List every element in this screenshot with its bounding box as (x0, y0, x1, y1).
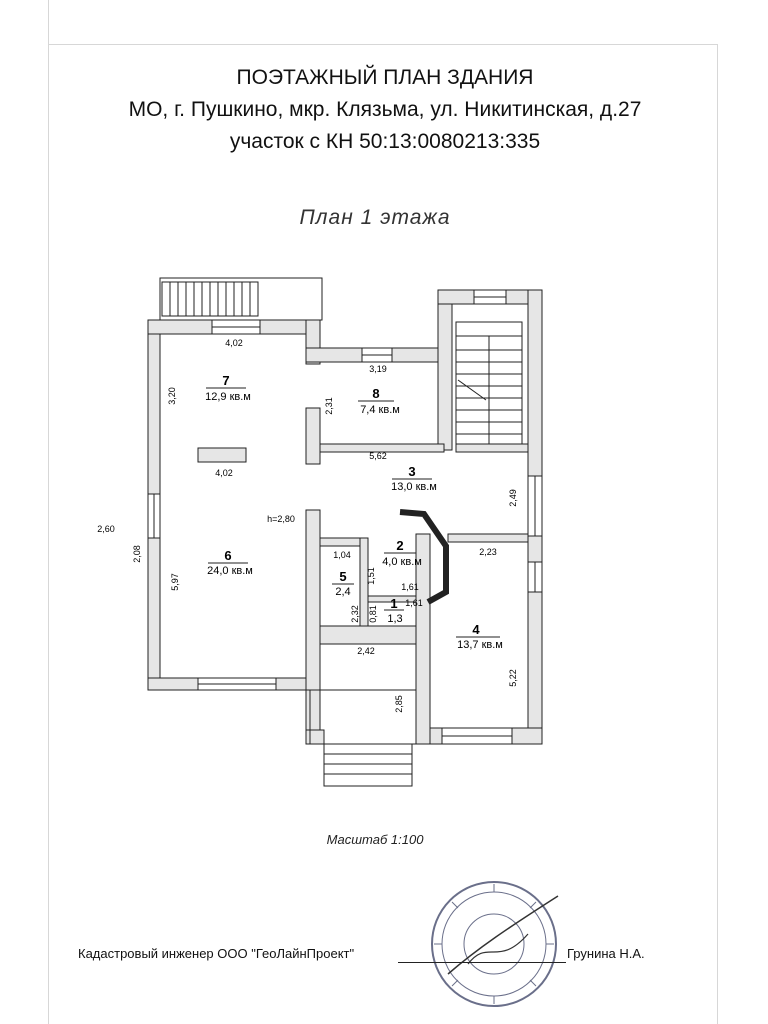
wall-porch-corner (306, 730, 324, 744)
dim-562: 5,62 (369, 451, 387, 461)
room-6-number: 6 (224, 548, 232, 563)
room-5-area: 2,4 (335, 586, 351, 598)
dim-151: 1,51 (366, 567, 376, 585)
wall-interior-6-5 (306, 510, 320, 690)
document-title: ПОЭТАЖНЫЙ ПЛАН ЗДАНИЯ (236, 66, 534, 89)
exterior-walls (148, 290, 542, 744)
dim-081: 0,81 (368, 605, 378, 623)
dim-522: 5,22 (508, 669, 518, 687)
wall-interior-stair-3 (456, 444, 528, 452)
room-3-area: 13,0 кв.м (391, 481, 437, 493)
room-1-area: 1,3 (387, 613, 403, 625)
room-5-number: 5 (339, 569, 347, 584)
wall-stair-left (438, 290, 452, 450)
room-8-area: 7,4 кв.м (360, 404, 400, 416)
dim-320: 3,20 (167, 387, 177, 405)
room-4-area: 13,7 кв.м (457, 639, 503, 651)
cadastral-engineer-label: Кадастровый инженер ООО "ГеоЛайнПроект" (78, 946, 355, 961)
room-8-number: 8 (372, 386, 380, 401)
dim-319: 3,19 (369, 364, 387, 374)
dim-232: 2,32 (350, 605, 360, 623)
dim-402-mid: 4,02 (215, 468, 233, 478)
wall-interior-5-top (320, 538, 366, 546)
dim-223: 2,23 (479, 547, 497, 557)
room-7-number: 7 (222, 373, 230, 388)
dim-104: 1,04 (333, 550, 351, 560)
room-2-number: 2 (396, 538, 404, 553)
dim-597: 5,97 (170, 573, 180, 591)
wall-interior-7-3 (306, 408, 320, 464)
dim-208: 2,08 (132, 545, 142, 563)
dim-231: 2,31 (324, 397, 334, 415)
room-4-number: 4 (472, 622, 480, 637)
floor-plan-title: План 1 этажа (299, 206, 451, 229)
wall-interior-5-porch (320, 626, 428, 644)
dim-249: 2,49 (508, 489, 518, 507)
official-seal (428, 878, 560, 1010)
dim-161a: 1,61 (401, 582, 419, 592)
room-6-area: 24,0 кв.м (207, 565, 253, 577)
dim-161b: 1,61 (405, 598, 423, 608)
room-2-area: 4,0 кв.м (382, 556, 422, 568)
chimney (198, 448, 246, 462)
dim-242: 2,42 (357, 646, 375, 656)
drawing-scale: Масштаб 1:100 (326, 832, 424, 847)
engineer-name: Грунина Н.А. (567, 946, 645, 961)
dim-260: 2,60 (97, 524, 115, 534)
room-7-area: 12,9 кв.м (205, 391, 251, 403)
room-3-number: 3 (408, 464, 416, 479)
dim-height: h=2,80 (267, 514, 295, 524)
internal-staircase (456, 322, 522, 444)
dim-402-top: 4,02 (225, 338, 243, 348)
signature-line (398, 962, 566, 963)
dim-285: 2,85 (394, 695, 404, 713)
wall-interior-3-4 (448, 534, 528, 542)
cadastral-number-line: участок с КН 50:13:0080213:335 (229, 130, 541, 153)
room-1-number: 1 (390, 596, 398, 611)
address-line: МО, г. Пушкино, мкр. Клязьма, ул. Никитинская, д.27 (128, 98, 642, 121)
entry-stair-top (160, 278, 322, 320)
